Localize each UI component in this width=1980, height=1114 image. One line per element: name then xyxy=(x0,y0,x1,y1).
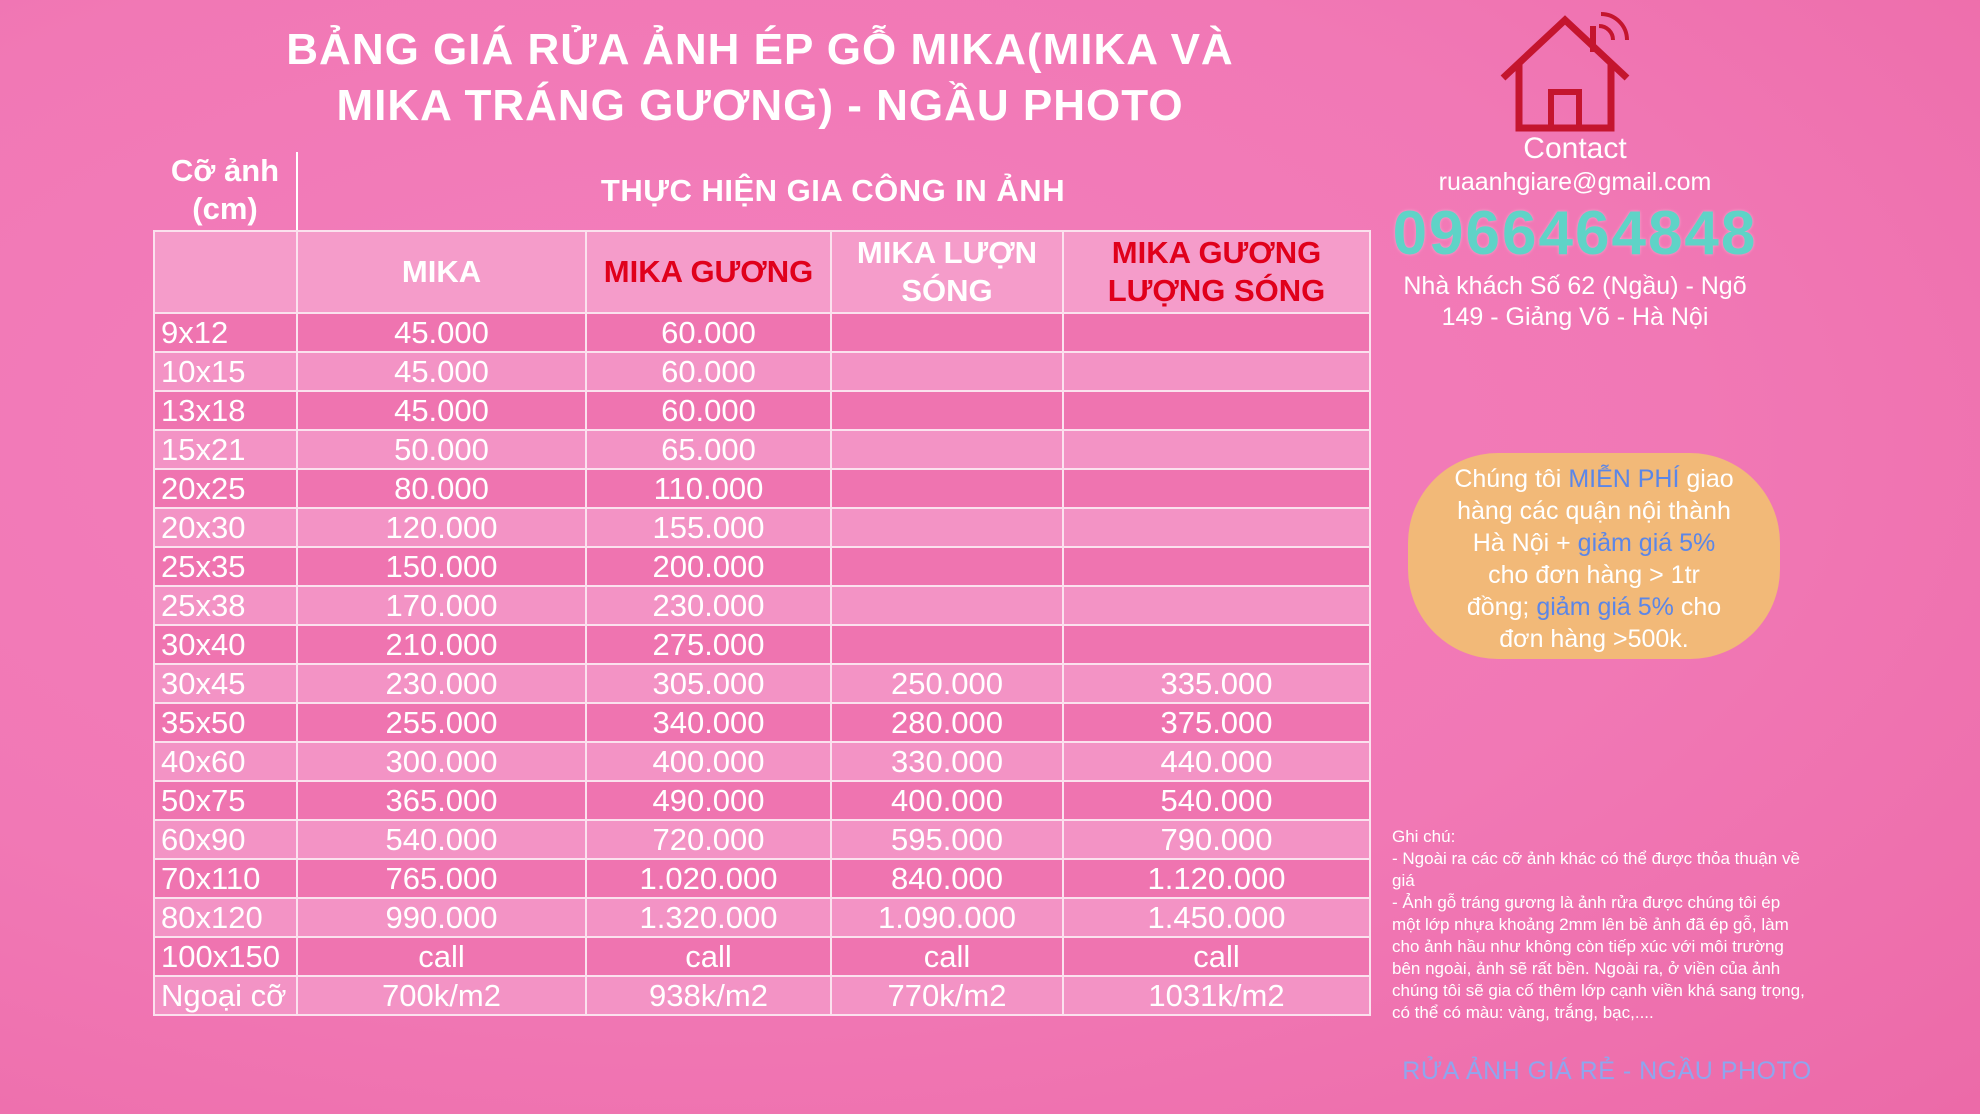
table-row xyxy=(154,430,1370,469)
mika-guong-price-cell: 275.000 xyxy=(586,625,831,664)
mika-guong-luong-song-price-cell: 790.000 xyxy=(1063,820,1370,859)
table-row xyxy=(154,937,1370,976)
mika-guong-price-cell: 230.000 xyxy=(586,586,831,625)
size-cell: Ngoại cỡ xyxy=(154,976,297,1015)
mika-guong-price-cell: 200.000 xyxy=(586,547,831,586)
col-header-mika: MIKA xyxy=(297,231,586,313)
footer-brand: RỬA ẢNH GIÁ RẺ - NGẦU PHOTO xyxy=(1402,1057,1812,1085)
mika-price-cell: 170.000 xyxy=(297,586,586,625)
table-row xyxy=(154,742,1370,781)
size-column-header xyxy=(155,152,295,228)
mika-price-cell: 50.000 xyxy=(297,430,586,469)
mika-guong-luong-song-price-cell xyxy=(1063,469,1370,508)
mika-luon-song-price-cell: 1.090.000 xyxy=(831,898,1063,937)
mika-guong-luong-song-price-cell xyxy=(1063,430,1370,469)
house-wifi-icon xyxy=(1495,4,1635,132)
mika-guong-price-cell: 305.000 xyxy=(586,664,831,703)
col-header-mika-guong-luong-song-line-1: MIKA GƯƠNG xyxy=(1111,235,1322,270)
price-rows xyxy=(154,313,1370,1015)
table-row xyxy=(154,976,1370,1015)
table-row xyxy=(154,781,1370,820)
mika-luon-song-price-cell xyxy=(831,508,1063,547)
size-header-line-2: (cm) xyxy=(192,191,258,226)
table-row xyxy=(154,586,1370,625)
mika-guong-luong-song-price-cell xyxy=(1063,547,1370,586)
mika-luon-song-price-cell: call xyxy=(831,937,1063,976)
size-cell: 40x60 xyxy=(154,742,297,781)
contact-label: Contact xyxy=(1523,132,1627,165)
table-row xyxy=(154,859,1370,898)
mika-price-cell: 45.000 xyxy=(297,352,586,391)
mika-guong-luong-song-price-cell xyxy=(1063,352,1370,391)
table-row xyxy=(154,820,1370,859)
mika-price-cell: 150.000 xyxy=(297,547,586,586)
mika-guong-price-cell: 1.320.000 xyxy=(586,898,831,937)
mika-luon-song-price-cell: 330.000 xyxy=(831,742,1063,781)
empty-header-cell xyxy=(154,231,297,313)
size-cell: 60x90 xyxy=(154,820,297,859)
mika-price-cell: 120.000 xyxy=(297,508,586,547)
mika-guong-luong-song-price-cell xyxy=(1063,586,1370,625)
mika-price-cell: 255.000 xyxy=(297,703,586,742)
table-row xyxy=(154,469,1370,508)
mika-price-cell: 700k/m2 xyxy=(297,976,586,1015)
size-cell: 30x40 xyxy=(154,625,297,664)
table-row xyxy=(154,508,1370,547)
mika-guong-luong-song-price-cell xyxy=(1063,508,1370,547)
table-row xyxy=(154,703,1370,742)
mika-guong-price-cell: 490.000 xyxy=(586,781,831,820)
size-cell: 13x18 xyxy=(154,391,297,430)
mika-price-cell: 765.000 xyxy=(297,859,586,898)
size-cell: 50x75 xyxy=(154,781,297,820)
col-header-mika-guong: MIKA GƯƠNG xyxy=(586,231,831,313)
size-cell: 15x21 xyxy=(154,430,297,469)
promo-highlight-discount-2: giảm giá 5% xyxy=(1536,593,1674,621)
promo-highlight-free: MIỄN PHÍ xyxy=(1568,465,1680,493)
size-cell: 9x12 xyxy=(154,313,297,352)
mika-luon-song-price-cell xyxy=(831,469,1063,508)
mika-guong-price-cell: 400.000 xyxy=(586,742,831,781)
work-header: THỰC HIỆN GIA CÔNG IN ẢNH xyxy=(600,173,1066,208)
size-cell: 35x50 xyxy=(154,703,297,742)
mika-price-cell: 230.000 xyxy=(297,664,586,703)
size-cell: 20x30 xyxy=(154,508,297,547)
size-cell: 25x35 xyxy=(154,547,297,586)
size-cell: 25x38 xyxy=(154,586,297,625)
size-cell: 80x120 xyxy=(154,898,297,937)
col-header-mika-guong-luong-song xyxy=(1063,231,1370,313)
mika-guong-price-cell: 65.000 xyxy=(586,430,831,469)
promo-text-3: cho đơn hàng > 1tr đồng; xyxy=(1466,561,1700,621)
column-header-row xyxy=(154,231,1370,313)
mika-guong-luong-song-price-cell xyxy=(1063,625,1370,664)
mika-luon-song-price-cell xyxy=(831,391,1063,430)
col-header-mika-luon-song-line-2: SÓNG xyxy=(901,273,993,308)
mika-guong-luong-song-price-cell: 375.000 xyxy=(1063,703,1370,742)
promo-text-2: giao hàng các quận nội thành Hà Nội + xyxy=(1457,465,1734,557)
table-row xyxy=(154,625,1370,664)
notes-line-1: - Ngoài ra các cỡ ảnh khác có thể được thỏa thuận về giá xyxy=(1392,849,1800,890)
mika-guong-luong-song-price-cell: call xyxy=(1063,937,1370,976)
promo-text-4: cho đơn hàng >500k. xyxy=(1499,593,1722,653)
mika-luon-song-price-cell: 250.000 xyxy=(831,664,1063,703)
mika-guong-price-cell: 1.020.000 xyxy=(586,859,831,898)
mika-guong-luong-song-price-cell: 1.120.000 xyxy=(1063,859,1370,898)
mika-luon-song-price-cell xyxy=(831,352,1063,391)
mika-guong-price-cell: 720.000 xyxy=(586,820,831,859)
mika-luon-song-price-cell: 770k/m2 xyxy=(831,976,1063,1015)
mika-luon-song-price-cell: 400.000 xyxy=(831,781,1063,820)
mika-price-cell: 300.000 xyxy=(297,742,586,781)
mika-price-cell: 365.000 xyxy=(297,781,586,820)
mika-guong-price-cell: 340.000 xyxy=(586,703,831,742)
mika-guong-price-cell: 60.000 xyxy=(586,313,831,352)
mika-price-cell: 210.000 xyxy=(297,625,586,664)
mika-luon-song-price-cell xyxy=(831,430,1063,469)
mika-guong-price-cell: 60.000 xyxy=(586,352,831,391)
page-title xyxy=(230,22,1290,134)
mika-guong-luong-song-price-cell: 1031k/m2 xyxy=(1063,976,1370,1015)
col-header-mika-luon-song-line-1: MIKA LƯỢN xyxy=(856,235,1038,270)
mika-price-cell: 990.000 xyxy=(297,898,586,937)
col-header-mika-guong-luong-song-line-2: LƯỢNG SÓNG xyxy=(1107,273,1326,308)
mika-guong-luong-song-price-cell: 1.450.000 xyxy=(1063,898,1370,937)
table-row xyxy=(154,313,1370,352)
mika-luon-song-price-cell xyxy=(831,547,1063,586)
title-line-1: BẢNG GIÁ RỬA ẢNH ÉP GỖ MIKA(MIKA VÀ xyxy=(286,25,1234,74)
mika-guong-price-cell: call xyxy=(586,937,831,976)
mika-luon-song-price-cell xyxy=(831,586,1063,625)
mika-luon-song-price-cell xyxy=(831,625,1063,664)
mika-price-cell: 45.000 xyxy=(297,313,586,352)
table-row xyxy=(154,547,1370,586)
mika-luon-song-price-cell: 840.000 xyxy=(831,859,1063,898)
contact-phone[interactable]: 0966464848 xyxy=(1392,199,1758,268)
size-cell: 10x15 xyxy=(154,352,297,391)
size-header-line-1: Cỡ ảnh xyxy=(170,153,280,188)
notes-heading: Ghi chú: xyxy=(1392,827,1456,846)
table-row xyxy=(154,898,1370,937)
mika-price-cell: 540.000 xyxy=(297,820,586,859)
mika-price-cell: 45.000 xyxy=(297,391,586,430)
mika-guong-luong-song-price-cell xyxy=(1063,391,1370,430)
size-cell: 30x45 xyxy=(154,664,297,703)
notes-line-2: - Ảnh gỗ tráng gương là ảnh rửa được chúng tôi ép một lớp nhựa khoảng 2mm lên bề ảnh đã ép gỗ, làm cho ảnh hầu như không còn tiếp xúc với môi trường bên ngoài, ảnh sẽ rất bền. Ngoài ra, ở viền của ảnh chúng tôi sẽ gia cố thêm lớp cạnh viền khá sang trọng, có thể có màu: vàng, trắng, bạc,.... xyxy=(1392,893,1805,1022)
notes-block xyxy=(1392,826,1812,1024)
size-cell: 70x110 xyxy=(154,859,297,898)
mika-guong-price-cell: 60.000 xyxy=(586,391,831,430)
mika-luon-song-price-cell: 280.000 xyxy=(831,703,1063,742)
mika-price-cell: call xyxy=(297,937,586,976)
promo-bubble xyxy=(1408,453,1780,659)
mika-guong-price-cell: 155.000 xyxy=(586,508,831,547)
mika-price-cell: 80.000 xyxy=(297,469,586,508)
mika-guong-luong-song-price-cell: 335.000 xyxy=(1063,664,1370,703)
size-cell: 100x150 xyxy=(154,937,297,976)
contact-address: Nhà khách Số 62 (Ngầu) - Ngõ 149 - Giảng Võ - Hà Nội xyxy=(1403,272,1747,331)
contact-email[interactable]: ruaanhgiare@gmail.com xyxy=(1438,168,1712,196)
promo-text-1: Chúng tôi xyxy=(1454,465,1569,493)
promo-highlight-discount-1: giảm giá 5% xyxy=(1577,529,1716,557)
title-line-2: MIKA TRÁNG GƯƠNG) - NGẦU PHOTO xyxy=(336,81,1184,130)
mika-guong-price-cell: 938k/m2 xyxy=(586,976,831,1015)
table-row xyxy=(154,352,1370,391)
mika-guong-luong-song-price-cell: 440.000 xyxy=(1063,742,1370,781)
table-row xyxy=(154,391,1370,430)
table-row xyxy=(154,664,1370,703)
price-table xyxy=(153,230,1371,1016)
mika-guong-luong-song-price-cell xyxy=(1063,313,1370,352)
size-cell: 20x25 xyxy=(154,469,297,508)
mika-luon-song-price-cell xyxy=(831,313,1063,352)
col-header-mika-luon-song xyxy=(831,231,1063,313)
mika-guong-luong-song-price-cell: 540.000 xyxy=(1063,781,1370,820)
mika-guong-price-cell: 110.000 xyxy=(586,469,831,508)
mika-luon-song-price-cell: 595.000 xyxy=(831,820,1063,859)
